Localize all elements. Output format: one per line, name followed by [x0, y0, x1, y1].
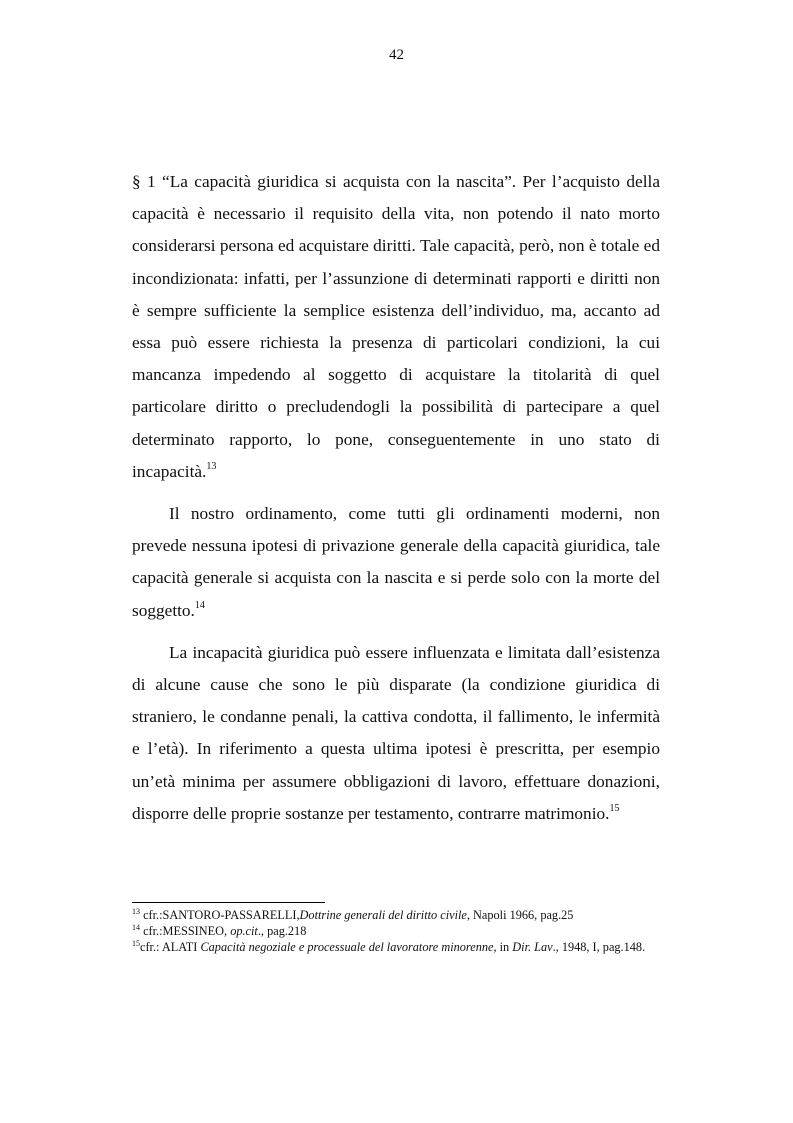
- main-text: [132, 166, 660, 833]
- footnote: [132, 940, 660, 956]
- footnote-title: Capacità negoziale e processuale del lavoratore minorenne,: [200, 940, 497, 955]
- footnote: [132, 924, 660, 940]
- footnote-ref: 13: [206, 460, 217, 472]
- footnotes: [132, 908, 660, 956]
- footnote-text: in: [496, 940, 513, 955]
- footnote-separator: [132, 902, 325, 903]
- footnote-text: ., 1948, I, pag.148.: [552, 940, 646, 955]
- footnote-text: cfr.:MESSINEO,: [140, 924, 231, 939]
- footnote: [132, 908, 660, 924]
- paragraph-text: La incapacità giuridica può essere influenzata e limitata dall’esistenza di alcune cause che sono le più disparate (la condizione giuridica di straniero, le condanne penali, la cattiva condotta, il fallimento, le infermità e l’età). In riferimento a questa ultima ipotesi è prescritta, per esempio un’età minima per assumere obbligazioni di lavoro, effettuare donazioni, disporre delle proprie sostanze per testamento, contrarre matrimonio.: [132, 642, 660, 823]
- footnote-text: ., pag.218: [257, 924, 307, 939]
- footnote-text: cfr.: ALATI: [140, 940, 201, 955]
- footnote-text: , Napoli 1966, pag.25: [466, 908, 574, 922]
- footnote-title: op.cit: [230, 924, 258, 939]
- paragraph: [132, 498, 660, 630]
- footnote-number: 14: [132, 923, 140, 933]
- footnote-number: 13: [132, 907, 140, 916]
- footnote-text: cfr.:SANTORO-PASSARELLI,: [140, 908, 300, 922]
- footnote-journal: Dir. Lav: [512, 940, 553, 955]
- footnote-ref: 14: [194, 599, 205, 611]
- page-number: 42: [389, 47, 404, 63]
- paragraph-text: § 1 “La capacità giuridica si acquista con la nascita”. Per l’acquisto della capacità è necessario il requisito della vita, non potendo il nato morto considerarsi persona ed acquistare diritti. Tale capacità, però, non è totale ed incondizionata: infatti, per l’assunzione di determinati rapporti e diritti non è sempre sufficiente la semplice esistenza dell’individuo, ma, accanto ad essa può essere richiesta la presenza di particolari condizioni, la cui mancanza impedendo al soggetto di acquistare la titolarità di quel particolare diritto o precludendogli la possibilità di partecipare a quel determinato rapporto, lo pone, conseguentemente in uno stato di incapacità.: [132, 172, 660, 481]
- footnote-number: 15: [132, 939, 140, 949]
- paragraph: [132, 637, 660, 833]
- footnote-ref: 15: [609, 802, 620, 814]
- paragraph-text: Il nostro ordinamento, come tutti gli ordinamenti moderni, non prevede nessuna ipotesi di privazione generale della capacità giuridica, tale capacità generale si acquista con la nascita e si perde solo con la morte del soggetto.: [132, 504, 660, 620]
- paragraph: [132, 166, 660, 491]
- footnote-title: Dottrine generali del diritto civile: [299, 908, 467, 922]
